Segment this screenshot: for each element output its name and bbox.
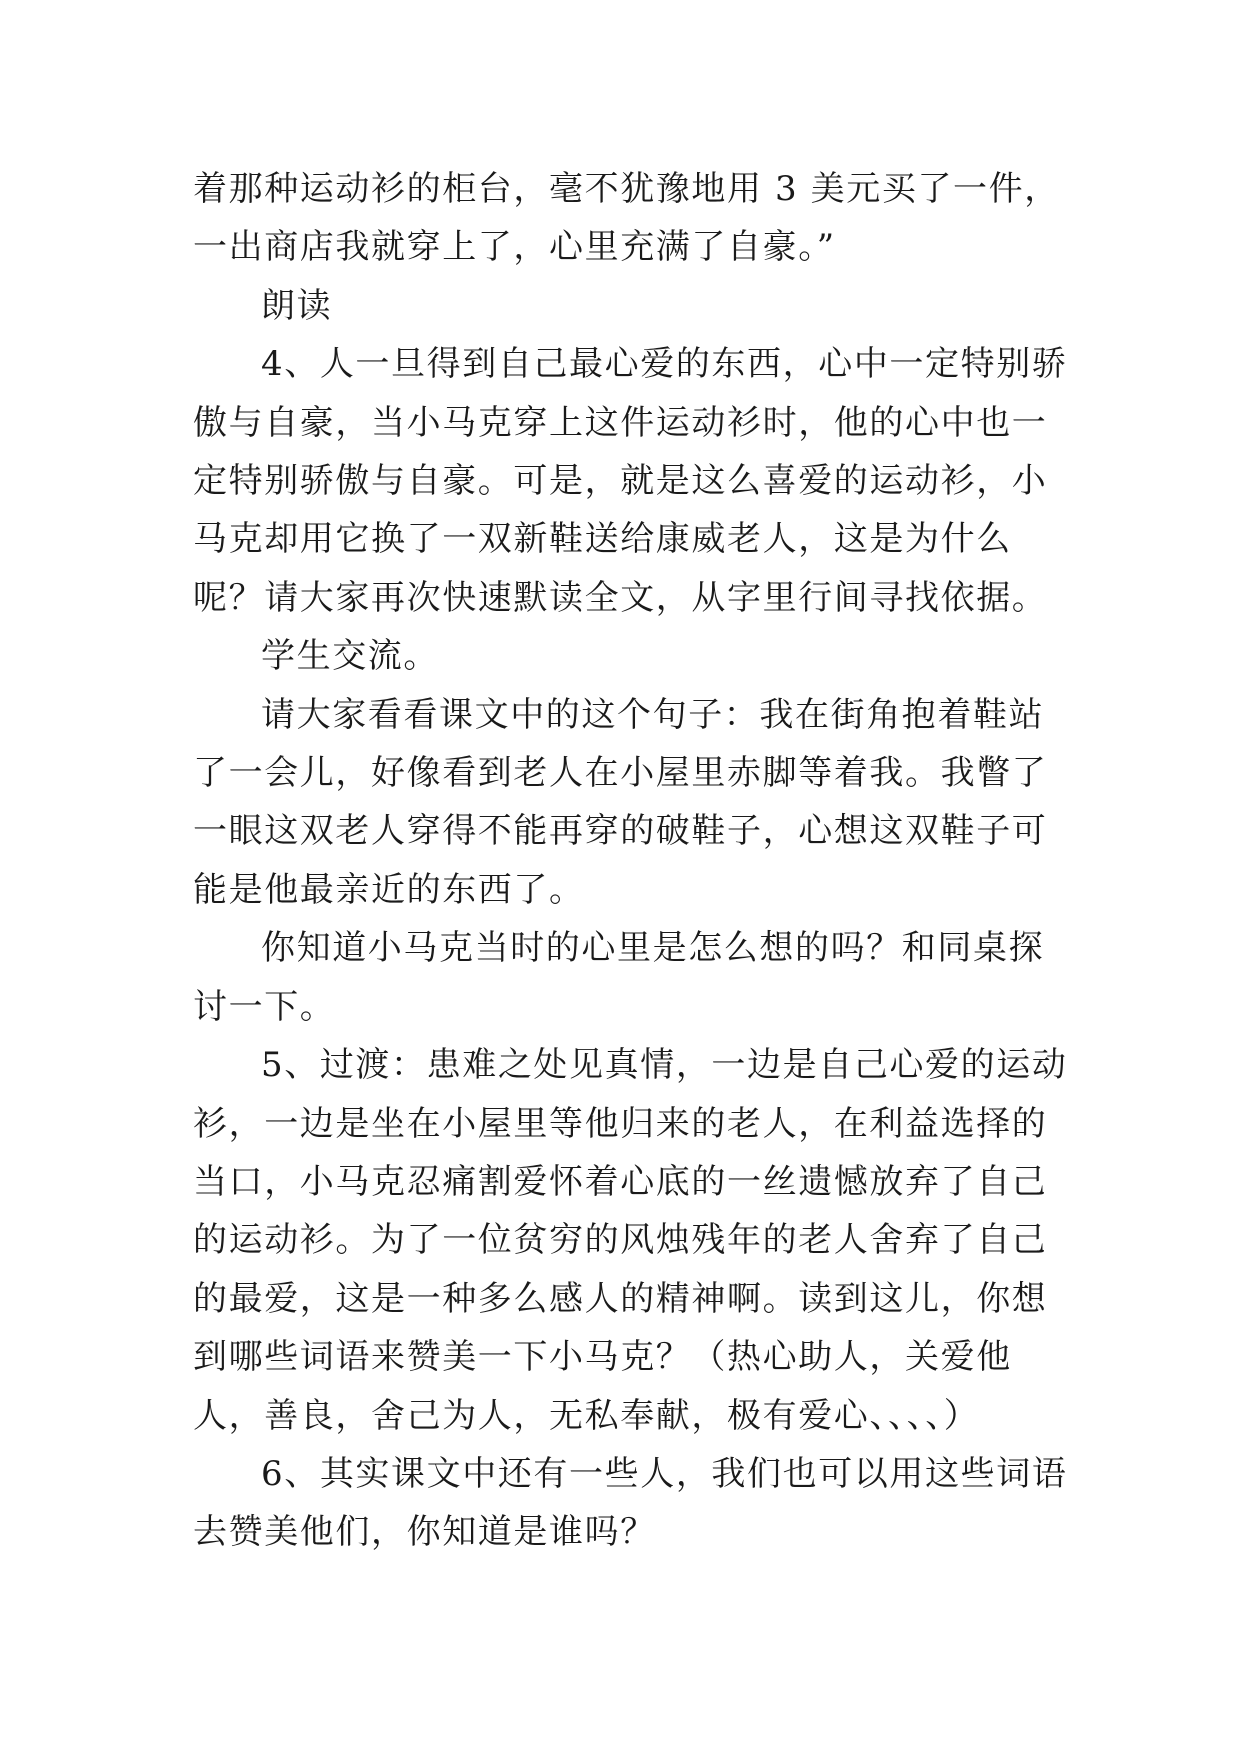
paragraph-sentence-quote: 请大家看看课文中的这个句子：我在街角抱着鞋站了一会儿，好像看到老人在小屋里赤脚等着我。我瞥了一眼这双老人穿得不能再穿的破鞋子，心想这双鞋子可能是他最亲近的东西了。 (193, 694, 1048, 910)
paragraph-student-exchange: 学生交流。 (261, 636, 439, 677)
paragraph-step-4: 4、人一旦得到自己最心爱的东西，心中一定特别骄傲与自豪，当小马克穿上这件运动衫时，他的心中也一定特别骄傲与自豪。可是，就是这么喜爱的运动衫，小马克却用它换了一双新鞋送给康威老人，这是为什么呢？请大家再次快速默读全文，从字里行间寻找依据。 (193, 344, 1068, 618)
paragraph-discussion-question: 你知道小马克当时的心里是怎么想的吗？和同桌探讨一下。 (193, 928, 1045, 1027)
paragraph-step-6: 6、其实课文中还有一些人，我们也可以用这些词语去赞美他们，你知道是谁吗？ (193, 1453, 1068, 1553)
paragraph-read-aloud: 朗读 (261, 285, 333, 326)
paragraph-continuation: 着那种运动衫的柜台，毫不犹豫地用 3 美元买了一件，一出商店我就穿上了，心里充满了自豪。” (193, 169, 1060, 268)
document-body (193, 160, 1073, 1562)
paragraph-step-5: 5、过渡：患难之处见真情，一边是自己心爱的运动衫，一边是坐在小屋里等他归来的老人，在利益选择的当口，小马克忍痛割爱怀着心底的一丝遗憾放弃了自己的运动衫。为了一位贫穷的风烛残年的老人舍弃了自己的最爱，这是一种多么感人的精神啊。读到这儿，你想到哪些词语来赞美一下小马克？（热心助人，关爱他人，善良，舍己为人，无私奉献，极有爱心、、、、） (193, 1045, 1068, 1436)
